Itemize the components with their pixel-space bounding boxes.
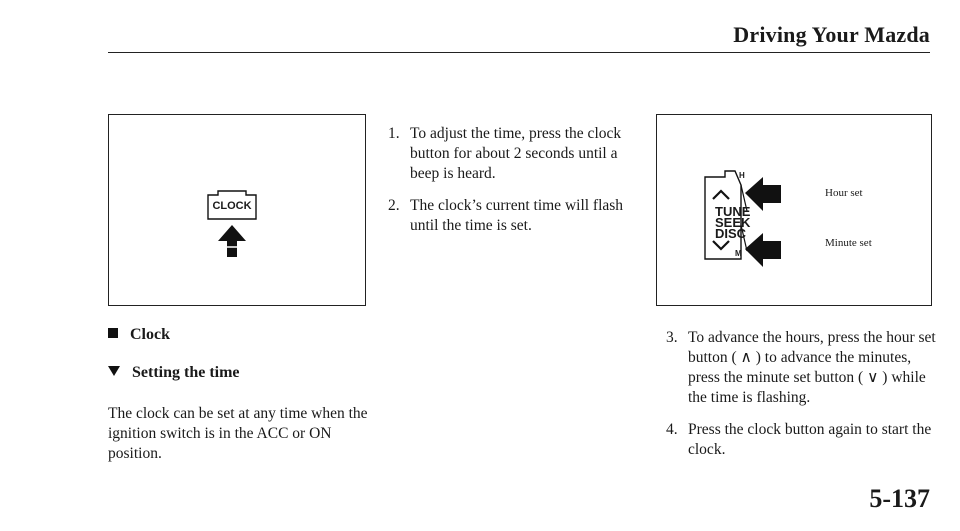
- section-heading: [108, 326, 170, 344]
- step-number: 1.: [388, 125, 400, 142]
- page-number: 5-137: [869, 484, 930, 513]
- disc-label: DISC: [715, 226, 747, 241]
- step-text: Press the clock button again to start the clock.: [688, 421, 932, 458]
- header-divider: [108, 52, 930, 53]
- step-text: The clock’s current time will flash until the time is set.: [410, 197, 624, 234]
- step-item: [388, 124, 648, 184]
- instruction-steps-bottom: [666, 328, 936, 472]
- step-number: 4.: [666, 421, 678, 438]
- press-arrow-up-icon: [215, 223, 249, 259]
- clock-button-illustration: [204, 189, 260, 223]
- step-text: To advance the hours, press the hour set button ( ∧ ) to advance the minutes, press the minute set button ( ∨ ) while the time is flashing.: [688, 329, 936, 406]
- step-item: [666, 328, 936, 408]
- sub-heading: [108, 364, 240, 382]
- hour-set-label: Hour set: [825, 187, 863, 199]
- step-number: 2.: [388, 197, 400, 214]
- tune-seek-disc-figure: [656, 114, 932, 306]
- section-heading-text: Clock: [130, 326, 170, 343]
- sub-heading-text: Setting the time: [132, 364, 240, 381]
- tune-label: TUNE: [715, 204, 751, 219]
- tune-seek-disc-label: [715, 206, 750, 239]
- hour-mark: H: [739, 171, 745, 180]
- step-number: 3.: [666, 329, 678, 346]
- step-item: [666, 420, 936, 460]
- triangle-bullet-icon: [108, 366, 120, 376]
- body-paragraph: The clock can be set at any time when the ignition switch is in the ACC or ON position.: [108, 405, 368, 462]
- square-bullet-icon: [108, 328, 118, 338]
- step-item: [388, 196, 648, 236]
- page-header-title: Driving Your Mazda: [733, 22, 930, 47]
- clock-button-label: CLOCK: [212, 200, 252, 212]
- minute-set-label: Minute set: [825, 237, 872, 249]
- instruction-steps-top: [388, 124, 648, 248]
- step-text: To adjust the time, press the clock button for about 2 seconds until a beep is heard.: [410, 125, 622, 182]
- clock-button-figure: [108, 114, 366, 306]
- seek-label: SEEK: [715, 215, 751, 230]
- minute-mark: M: [735, 249, 742, 258]
